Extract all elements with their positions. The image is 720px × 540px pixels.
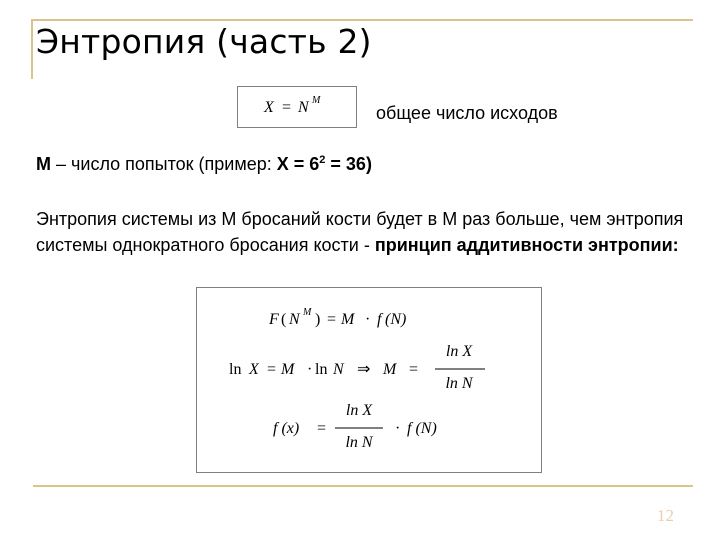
eq1-m: M xyxy=(341,311,355,328)
formula-x-equals-n-power-m xyxy=(238,87,356,127)
formula-x: X xyxy=(264,99,274,116)
eq1-equals: = xyxy=(327,311,337,328)
example-suffix: = 36) xyxy=(325,154,372,174)
eq3-dot: · xyxy=(395,420,401,437)
m-symbol: M xyxy=(36,154,51,174)
eq3-rhs: f (N) xyxy=(407,420,437,437)
eq1-fn: f xyxy=(377,311,382,328)
top-accent-line xyxy=(33,19,693,21)
eq2-n: N xyxy=(333,361,344,378)
formula-m-exponent: M xyxy=(312,95,321,106)
eq1-arg: (N) xyxy=(385,311,407,328)
additivity-principle: принцип аддитивности энтропии: xyxy=(374,235,679,255)
example-prefix: X = 6 xyxy=(276,154,320,174)
eq2-denominator: ln N xyxy=(445,375,473,392)
bottom-accent-line xyxy=(33,485,693,487)
equation-3 xyxy=(273,402,437,451)
example-exponent: 2 xyxy=(319,154,326,166)
eq3-numerator: ln X xyxy=(345,402,373,419)
eq2-m: M xyxy=(281,361,295,378)
equation-1 xyxy=(268,307,406,328)
eq1-dot: · xyxy=(365,311,371,328)
eq3-equals: = xyxy=(317,420,327,437)
additivity-paragraph xyxy=(36,206,706,258)
page-number: 12 xyxy=(657,506,674,525)
eq1-f: F xyxy=(269,311,279,328)
eq2-ln1: ln xyxy=(229,361,242,378)
eq2-x: X xyxy=(249,361,259,378)
trials-text: – число попыток (пример: xyxy=(51,154,277,174)
eq2-m2: M xyxy=(383,361,397,378)
formula-box-outcomes xyxy=(237,86,357,128)
slide-title: Энтропия (часть 2) xyxy=(36,22,372,61)
eq1-m-superscript: M xyxy=(303,307,312,318)
eq2-numerator: ln X xyxy=(445,343,473,360)
additivity-text: Энтропия системы из M бросаний кости будет в M раз больше, чем энтропия системы однократного бросания кости - xyxy=(36,209,684,255)
left-accent-line xyxy=(31,19,33,79)
equation-2 xyxy=(229,343,485,392)
eq2-implies: ⇒ xyxy=(357,361,371,378)
eq3-lhs: f (x) xyxy=(273,420,300,437)
eq3-denominator: ln N xyxy=(345,434,373,451)
equations-box xyxy=(196,287,542,473)
outcomes-caption: общее число исходов xyxy=(376,103,558,123)
equations-svg xyxy=(197,288,541,472)
formula-equals: = xyxy=(282,99,292,116)
eq2-ln2: ln xyxy=(315,361,328,378)
eq1-close-paren: ) xyxy=(315,311,321,328)
eq2-equals: = xyxy=(267,361,277,378)
formula-n: N xyxy=(298,99,309,116)
eq1-open-paren: ( xyxy=(281,311,287,328)
eq1-n: N xyxy=(289,311,300,328)
eq2-dot: · xyxy=(307,361,313,378)
trials-definition xyxy=(36,154,372,175)
eq2-equals2: = xyxy=(409,361,419,378)
